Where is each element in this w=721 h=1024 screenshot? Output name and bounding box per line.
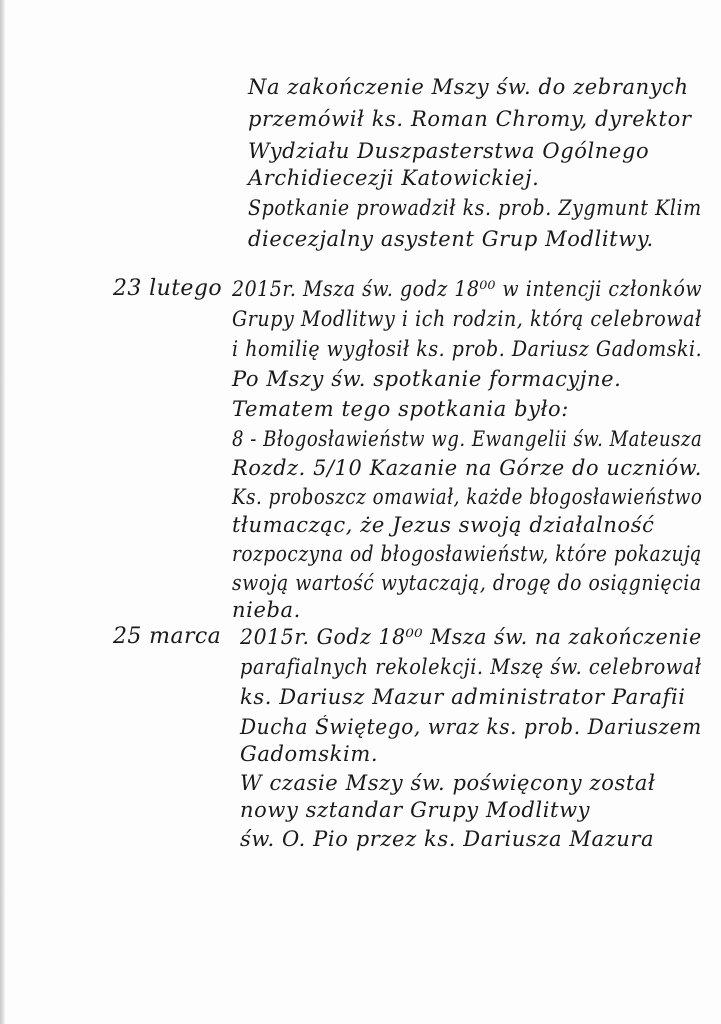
text-line: Archidiecezji Katowickiej. (248, 166, 540, 190)
text-line: przemówił ks. Roman Chromy, dyrektor (248, 107, 692, 131)
text-line: tłumacząc, że Jezus swoją działalność (232, 513, 655, 537)
text-line: 2015r. Msza św. godz 18⁰⁰ w intencji członków (232, 277, 703, 301)
text-line: ks. Dariusz Mazur administrator Parafii (240, 685, 686, 709)
text-line: Tematem tego spotkania było: (232, 397, 569, 421)
text-line: Grupy Modlitwy i ich rodzin, którą celebrował (232, 307, 702, 331)
text-line: diecezjalny asystent Grup Modlitwy. (248, 227, 654, 251)
text-line: Rozdz. 5/10 Kazanie na Górze do uczniów. (232, 456, 703, 480)
text-line: Ks. proboszcz omawiał, każde błogosławieństwo (232, 485, 703, 509)
text-line: nieba. (232, 598, 301, 622)
text-line: W czasie Mszy św. poświęcony został (240, 771, 656, 795)
entry-date: 23 lutego (113, 276, 222, 301)
text-line: Na zakończenie Mszy św. do zebranych (248, 75, 689, 99)
text-line: Po Mszy św. spotkanie formacyjne. (232, 367, 622, 391)
text-line: rozpoczyna od błogosławieństw, które pokazują (232, 542, 702, 566)
text-line: i homilię wygłosił ks. prob. Dariusz Gadomski. (232, 337, 703, 361)
text-line: nowy sztandar Grupy Modlitwy (240, 798, 591, 822)
text-line: parafialnych rekolekcji. Mszę św. celebrował (240, 655, 702, 679)
entry-date: 25 marca (113, 624, 222, 649)
text-line: Gadomskim. (240, 742, 379, 766)
text-line: Ducha Świętego, wraz ks. prob. Dariuszem (240, 715, 702, 739)
text-line: św. O. Pio przez ks. Dariusza Mazura (240, 827, 655, 851)
text-line: swoją wartość wytaczają, drogę do osiągnięcia (232, 571, 702, 595)
text-line: 8 - Błogosławieństw wg. Ewangelii św. Mateusza (232, 427, 703, 451)
page-edge-shadow (0, 0, 5, 1024)
text-line: Wydziału Duszpasterstwa Ogólnego (248, 139, 650, 163)
text-line: Spotkanie prowadził ks. prob. Zygmunt Klim (248, 196, 702, 220)
text-line: 2015r. Godz 18⁰⁰ Msza św. na zakończenie (240, 625, 702, 649)
